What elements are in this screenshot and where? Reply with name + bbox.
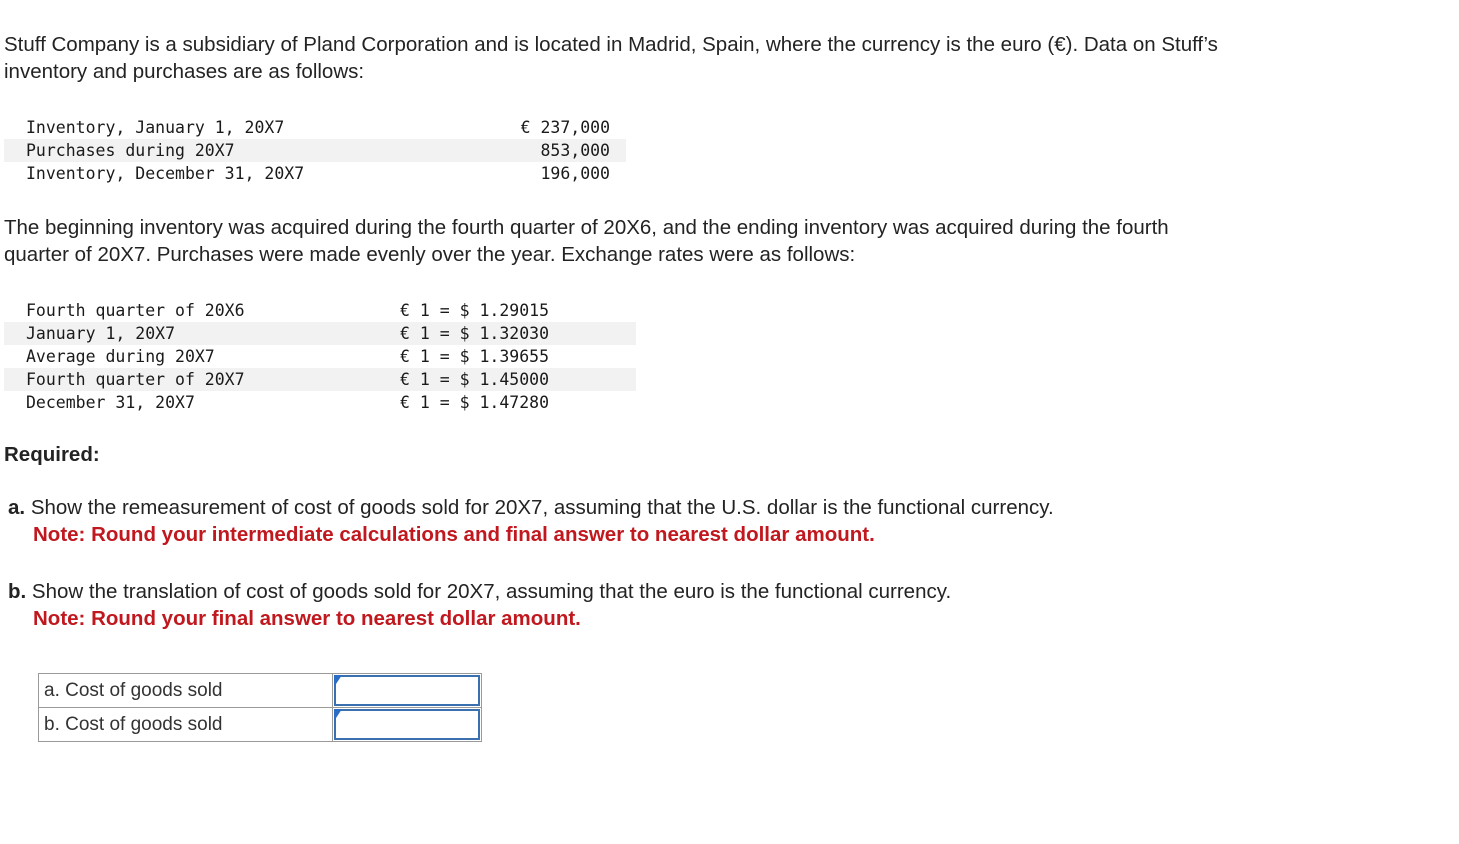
exchange-rates-table — [4, 299, 636, 414]
rate-value: € 1 = $ 1.32030 — [386, 322, 636, 345]
intro-line-1: Stuff Company is a subsidiary of Pland Corporation and is located in Madrid, Spain, where the currency is the euro (€). Data on Stuff’s — [4, 33, 1218, 56]
rate-label: Average during 20X7 — [26, 347, 215, 366]
intro-line-2: inventory and purchases are as follows: — [4, 60, 365, 83]
exchange-paragraph — [4, 214, 1444, 268]
rate-value: € 1 = $ 1.39655 — [400, 347, 550, 366]
answer-a-cell — [333, 674, 482, 708]
table-row — [4, 116, 626, 139]
inventory-label: Inventory, December 31, 20X7 — [26, 164, 305, 183]
inventory-value: 196,000 — [540, 164, 610, 183]
intro-paragraph — [4, 31, 1434, 85]
inventory-value: € 237,000 — [520, 118, 610, 137]
inventory-table — [4, 116, 626, 185]
requirement-a-note: Note: Round your intermediate calculations and final answer to nearest dollar amount. — [33, 523, 875, 546]
table-row — [4, 391, 636, 414]
table-row — [4, 162, 626, 185]
requirement-b-text: Show the translation of cost of goods sold for 20X7, assuming that the euro is the functional currency. — [31, 580, 952, 603]
table-row — [4, 299, 636, 322]
requirement-b — [8, 578, 951, 632]
inventory-label: Purchases during 20X7 — [4, 139, 416, 162]
rate-value: € 1 = $ 1.45000 — [386, 368, 636, 391]
answer-a-input[interactable] — [334, 675, 480, 706]
answer-b-label: b. Cost of goods sold — [39, 708, 333, 742]
requirement-a — [8, 494, 1054, 548]
requirement-a-text: Show the remeasurement of cost of goods sold for 20X7, assuming that the U.S. dollar is the functional currency. — [30, 496, 1054, 519]
rate-label: January 1, 20X7 — [4, 322, 386, 345]
input-marker-icon — [334, 675, 342, 687]
rate-value: € 1 = $ 1.29015 — [400, 301, 550, 320]
table-row — [39, 674, 482, 708]
requirement-a-letter: a. — [8, 496, 26, 519]
requirement-b-note: Note: Round your final answer to nearest dollar amount. — [33, 607, 581, 630]
rate-value: € 1 = $ 1.47280 — [400, 393, 550, 412]
table-row — [4, 139, 626, 162]
required-heading: Required: — [4, 443, 100, 466]
inventory-value: 853,000 — [416, 139, 626, 162]
answer-a-label: a. Cost of goods sold — [39, 674, 333, 708]
rate-label: Fourth quarter of 20X7 — [4, 368, 386, 391]
requirement-b-letter: b. — [8, 580, 27, 603]
input-marker-icon — [334, 709, 342, 721]
table-row — [39, 708, 482, 742]
table-row — [4, 322, 636, 345]
exchange-line-2: quarter of 20X7. Purchases were made evenly over the year. Exchange rates were as follows: — [4, 243, 856, 266]
table-row — [4, 345, 636, 368]
answer-table — [38, 673, 482, 742]
rate-label: Fourth quarter of 20X6 — [26, 301, 245, 320]
inventory-label: Inventory, January 1, 20X7 — [26, 118, 285, 137]
table-row — [4, 368, 636, 391]
exchange-line-1: The beginning inventory was acquired during the fourth quarter of 20X6, and the ending inventory was acquired during the fourth — [4, 216, 1169, 239]
answer-b-input[interactable] — [334, 709, 480, 740]
rate-label: December 31, 20X7 — [26, 393, 195, 412]
answer-b-cell — [333, 708, 482, 742]
